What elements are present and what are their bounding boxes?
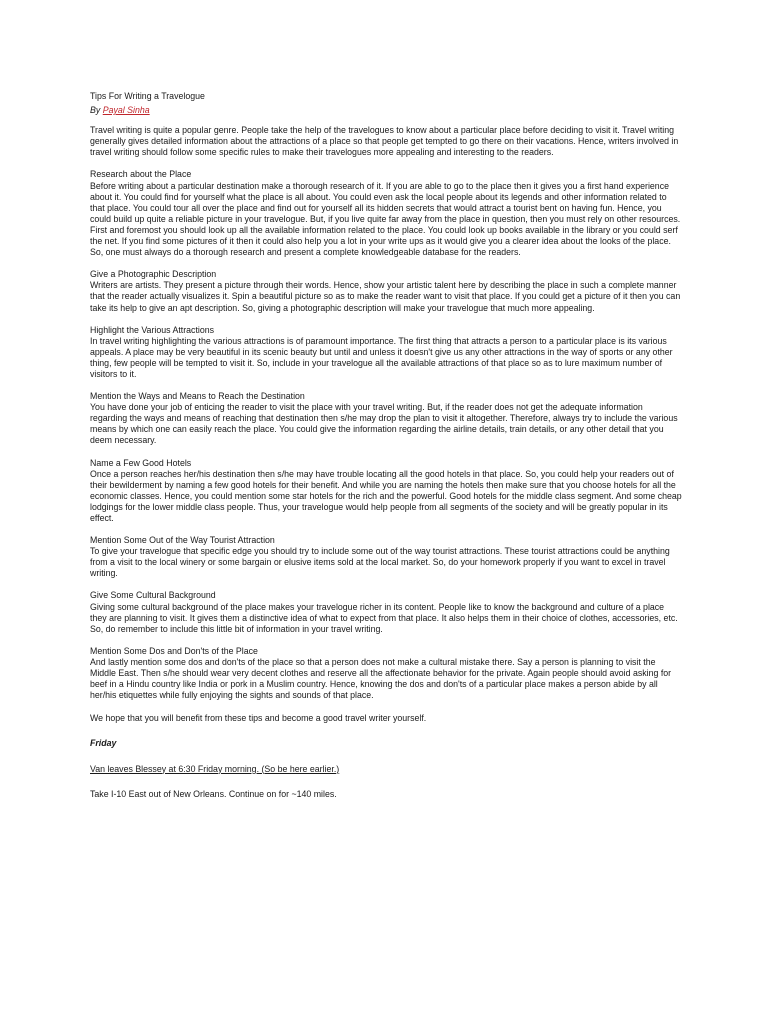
section-heading: Research about the Place xyxy=(90,169,192,180)
section-attractions xyxy=(90,325,682,380)
section-heading: Name a Few Good Hotels xyxy=(90,457,192,468)
document-title: Tips For Writing a Travelogue xyxy=(90,91,205,101)
section-body: Writers are artists. They present a picture through their words. Hence, show your artistic talent here by describing the place in such a complete manner that the reader actually visualizes it. Spin a beautiful picture so as to make the reader want to visit that place. If you could get a picture of it then you can take its help to give an apt description. So, giving a photographic description will make your travelogue that much more appealing. xyxy=(90,280,681,313)
section-hotels xyxy=(90,458,682,525)
day-heading: Friday xyxy=(90,738,117,749)
section-heading: Mention Some Out of the Way Tourist Attraction xyxy=(90,535,275,546)
section-heading: Give a Photographic Description xyxy=(90,269,217,280)
section-ways-and-means xyxy=(90,391,682,446)
section-heading: Highlight the Various Attractions xyxy=(90,324,215,335)
intro-paragraph: Travel writing is quite a popular genre. People take the help of the travelogues to know about a particular place before deciding to visit it. Travel writing generally gives detailed information about the attractions of a place so that people get tempted to go there on their vacations. Hence, writers involved in travel writing should follow some specific rules to make their travelogues more appealing and interesting to the readers. xyxy=(90,125,679,158)
byline xyxy=(90,105,682,116)
section-body: And lastly mention some dos and don'ts of the place so that a person does not make a cultural mistake there. Say a person is planning to visit the Middle East. Then s/he should wear very decent clothes and reserve all the affectionate behavior for the private. Again people should avoid asking for beef in a Hindu country like India or pork in a Muslim country. Hence, knowing the dos and don'ts of a particular place makes a person abide by all her/his etiquettes while fully enjoying the sights and sounds of that place. xyxy=(90,656,672,701)
route-instruction: Take I-10 East out of New Orleans. Continue on for ~140 miles. xyxy=(90,788,337,799)
section-body: Once a person reaches her/his destination then s/he may have trouble locating all the good hotels in that place. So, you could help your readers out of their bewilderment by naming a few good hotels for their benefit. And while you are naming the hotels then make sure that you choose hotels for all the economic classes. Hence, you could mention some star hotels for the rich and the powerful. Good hotels for the middle class segment. And some cheap lodgings for the lower middle class people. Thus, your travelogue would help people from all segments of the society and will be greatly popular in its effect. xyxy=(90,468,682,523)
section-body: To give your travelogue that specific edge you should try to include some out of the way tourist attractions. These tourist attractions could be anything from a visit to the local winery or some bargain or elusive items sold at the local market. So, do your homework properly if you want to excel in travel writing. xyxy=(90,546,670,579)
section-research xyxy=(90,169,682,258)
section-heading: Give Some Cultural Background xyxy=(90,590,216,601)
section-body: Giving some cultural background of the place makes your travelogue richer in its content. People like to know the background and culture of a place they are planning to visit. It gives them a distinctive idea of what to expect from that place. It also helps them in their choice of clothes, accessories, etc. So, do remember to include this little bit of information in your travel writing. xyxy=(90,601,678,634)
section-heading: Mention Some Dos and Don'ts of the Place xyxy=(90,645,258,656)
closing-paragraph: We hope that you will benefit from these tips and become a good travel writer yourself. xyxy=(90,713,427,724)
section-body: Before writing about a particular destination make a thorough research of it. If you are able to go to the place then it gives you a first hand experience about it. You could find for yourself what the place is all about. You could even ask the local people about its legends and other information related to that place. You could tour all over the place and find out for yourself all its hidden secrets that would attract a tourist bent on having fun. Hence, you could build up quite a reliable picture in your travelogue. But, if you live quite far away from the place in question, then you must rely on other resources. First and foremost you should look up all the available information related to the place. You could look up books available in the library or you could serf the net. If you find some pictures of it then it could also help you a lot in your write ups as it would give you a clearer idea about the looks of the place. So, one must always do a thorough research and present a complete knowledgeable database for the readers. xyxy=(90,180,681,258)
section-photographic-description xyxy=(90,269,682,313)
document-page xyxy=(90,91,682,800)
section-cultural-background xyxy=(90,590,682,634)
by-label: By xyxy=(90,105,103,116)
section-out-of-the-way xyxy=(90,535,682,579)
section-dos-and-donts xyxy=(90,646,682,701)
van-departure-note: Van leaves Blessey at 6:30 Friday morning. (So be here earlier.) xyxy=(90,763,340,774)
section-body: You have done your job of enticing the reader to visit the place with your travel writing. But, if the reader does not get the adequate information regarding the ways and means of reaching that destination then s/he may drop the plan to visit it altogether. Therefore, always try to include the various means by which one can easily reach the place. You could give the information regarding the airline details, train details, or any other detail that you deem necessary. xyxy=(90,402,678,446)
section-heading: Mention the Ways and Means to Reach the Destination xyxy=(90,391,305,402)
section-body: In travel writing highlighting the various attractions is of paramount importance. The first thing that attracts a person to a particular place is its various appeals. A place may be very beautiful in its scenic beauty but until and unless it doesn't give us any other attractions in the way of sports or any other thing, few people will be tempted to visit it. So, include in your travelogue all the available attractions of that place so as to lure maximum number of visitors to it. xyxy=(90,335,673,379)
author-link[interactable]: Payal Sinha xyxy=(102,105,150,116)
